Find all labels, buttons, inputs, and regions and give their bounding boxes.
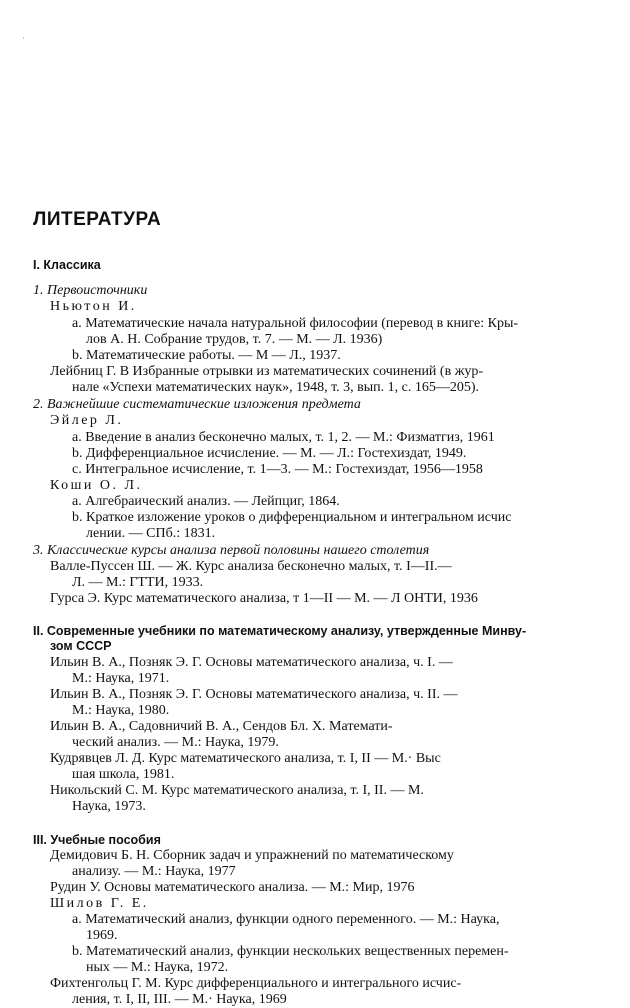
reference-entry: лении. — СПб.: 1831.: [86, 526, 216, 541]
reference-entry: а. Математический анализ, функции одного переменного. — М.: Наука,: [72, 912, 500, 927]
author-newton: Ньютон И.: [50, 299, 137, 314]
reference-entry: 1969.: [86, 928, 118, 943]
reference-entry: а. Математические начала натуральной философии (перевод в книге: Кры-: [72, 316, 519, 331]
reference-entry: c. Интегральное исчисление, т. 1—3. — М.: Гостехиздат, 1956—1958: [72, 462, 483, 477]
section-heading-textbooks: III. Учебные пособия: [33, 833, 161, 847]
scan-mark: ·: [22, 34, 25, 43]
reference-entry: Наука, 1973.: [72, 799, 146, 814]
reference-entry: Гурса Э. Курс математического анализа, т 1—II — М. — Л ОНТИ, 1936: [50, 591, 478, 606]
reference-entry: Никольский С. М. Курс математического анализа, т. I, II. — М.: [50, 783, 424, 798]
subsection-label-sources: 1. Первоисточники: [33, 283, 148, 298]
reference-entry: Лейбниц Г. В Избранные отрывки из математических сочинений (в жур-: [50, 364, 484, 379]
reference-entry: нале «Успехи математических наук», 1948, т. 3, вып. 1, с. 165—205).: [72, 380, 480, 395]
reference-entry: Валле-Пуссен Ш. — Ж. Курс анализа бесконечно малых, т. I—II.—: [50, 559, 452, 574]
reference-entry: ления, т. I, II, III. — М.· Наука, 1969: [72, 992, 287, 1007]
reference-entry: ческий анализ. — М.: Наука, 1979.: [72, 735, 279, 750]
reference-entry: М.: Наука, 1971.: [72, 671, 170, 686]
reference-entry: b. Математические работы. — М — Л., 1937.: [72, 348, 341, 363]
author-shilov: Шилов Г. Е.: [50, 896, 149, 911]
section-heading-modern: II. Современные учебники по математическому анализу, утвержденные Минву-: [33, 624, 527, 638]
subsection-label-systematic: 2. Важнейшие систематические изложения предмета: [33, 397, 361, 412]
reference-entry: Ильин В. А., Садовничий В. А., Сендов Бл. Х. Математи-: [50, 719, 393, 734]
reference-entry: Ильин В. А., Позняк Э. Г. Основы математического анализа, ч. II. —: [50, 687, 458, 702]
reference-entry: ных — М.: Наука, 1972.: [86, 960, 229, 975]
subsection-label-classic-courses: 3. Классические курсы анализа первой половины нашего столетия: [33, 543, 430, 558]
reference-entry: лов А. Н. Собрание трудов, т. 7. — М. — Л. 1936): [86, 332, 383, 347]
author-euler: Эйлер Л.: [50, 413, 124, 428]
reference-entry: b. Математический анализ, функции нескольких вещественных перемен-: [72, 944, 509, 959]
reference-entry: М.: Наука, 1980.: [72, 703, 170, 718]
reference-entry: анализу. — М.: Наука, 1977: [72, 864, 236, 879]
reference-entry: Л. — М.: ГТТИ, 1933.: [72, 575, 204, 590]
reference-entry: b. Дифференциальное исчисление. — М. — Л.: Гостехиздат, 1949.: [72, 446, 467, 461]
reference-entry: b. Краткое изложение уроков о дифференциальном и интегральном исчис: [72, 510, 512, 525]
page-title: ЛИТЕРАТУРА: [33, 209, 162, 230]
reference-entry: Кудрявцев Л. Д. Курс математического анализа, т. I, II — М.· Выс: [50, 751, 441, 766]
reference-entry: шая школа, 1981.: [72, 767, 175, 782]
section-heading-modern-cont: зом СССР: [50, 639, 112, 653]
author-cauchy: Коши О. Л.: [50, 478, 143, 493]
reference-entry: а. Алгебраический анализ. — Лейпциг, 1864.: [72, 494, 340, 509]
section-heading-classics: I. Классика: [33, 258, 101, 272]
reference-entry: а. Введение в анализ бесконечно малых, т. 1, 2. — М.: Физматгиз, 1961: [72, 430, 495, 445]
reference-entry: Рудин У. Основы математического анализа. — М.: Мир, 1976: [50, 880, 415, 895]
reference-entry: Ильин В. А., Позняк Э. Г. Основы математического анализа, ч. I. —: [50, 655, 453, 670]
reference-entry: Фихтенгольц Г. М. Курс дифференциального и интегрального исчис-: [50, 976, 462, 991]
reference-entry: Демидович Б. Н. Сборник задач и упражнений по математическому: [50, 848, 454, 863]
